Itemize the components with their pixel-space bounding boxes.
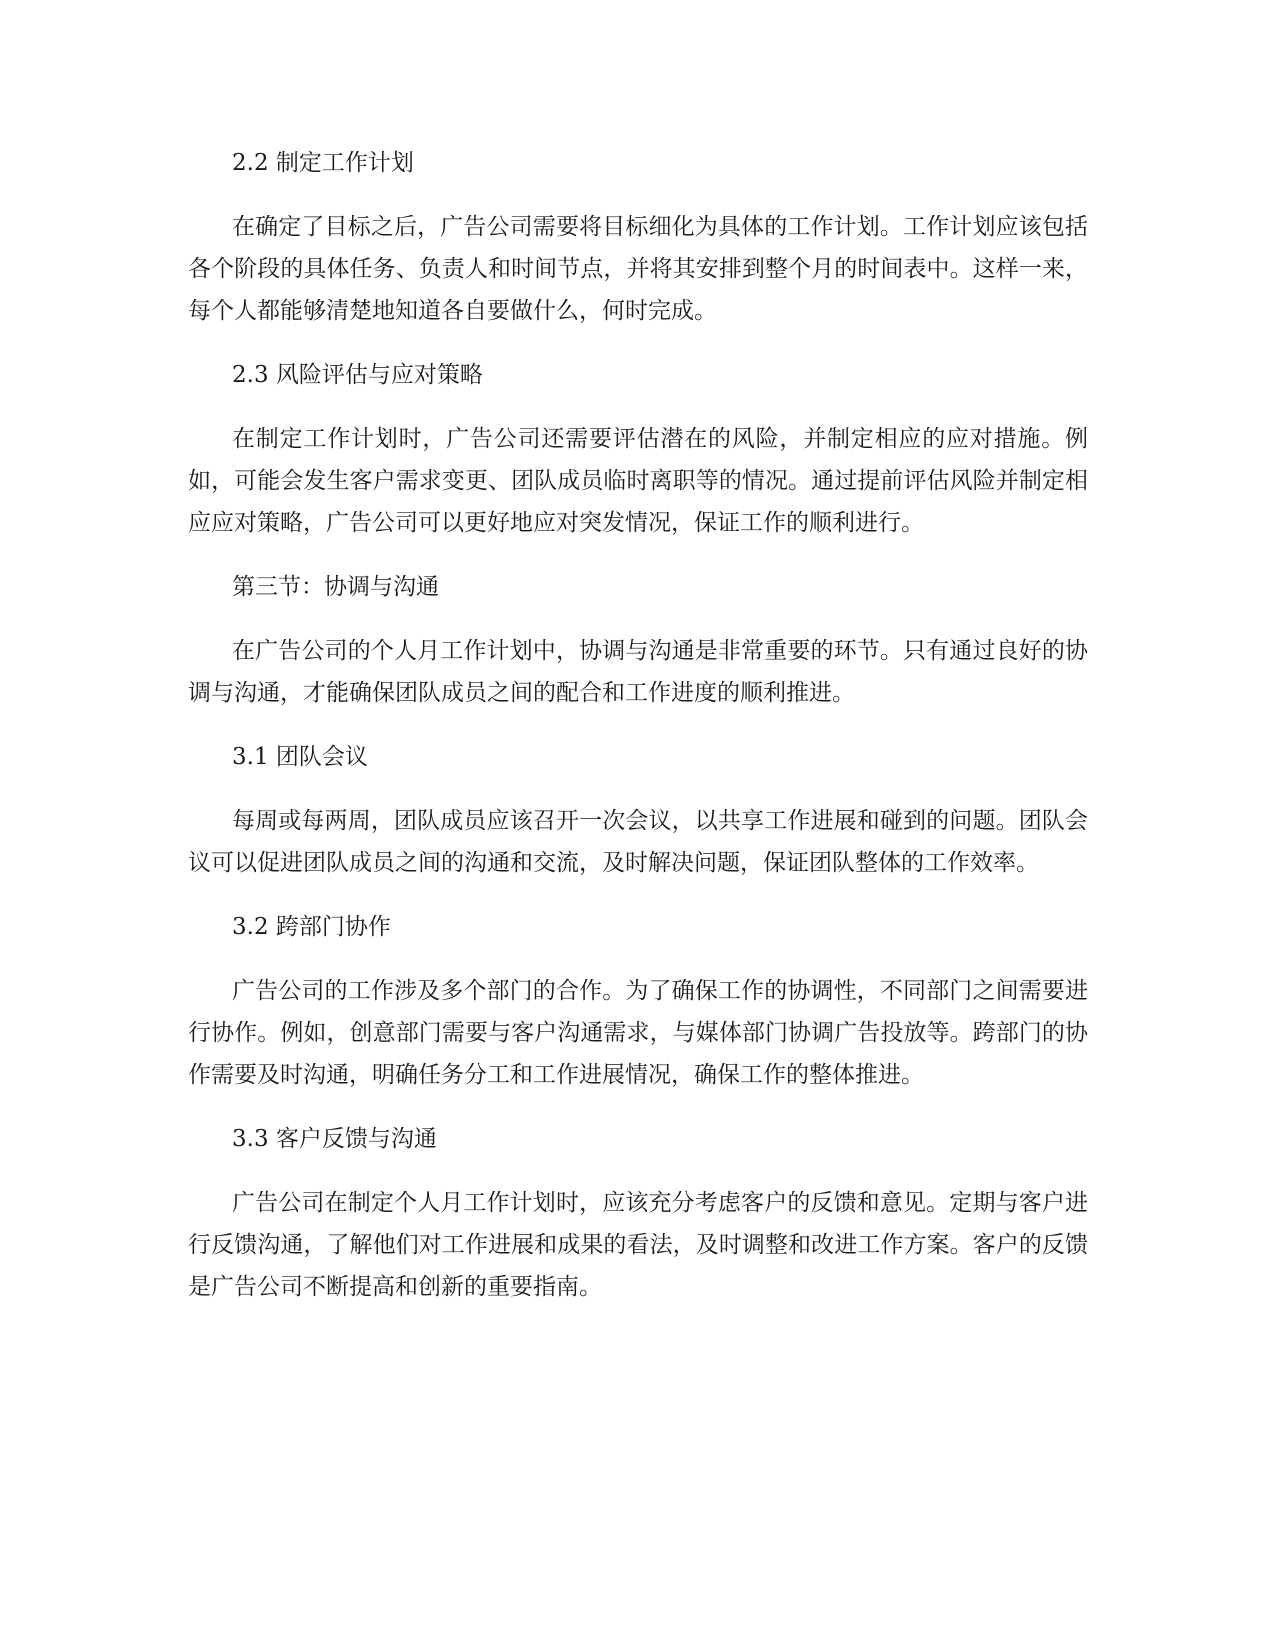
paragraph-client-feedback: 广告公司在制定个人月工作计划时，应该充分考虑客户的反馈和意见。定期与客户进行反馈沟通，了解他们对工作进展和成果的看法，及时调整和改进工作方案。客户的反馈是广告公司不断提高和创新的重要指南。 [188,1190,1088,1300]
section-heading-3-2: 3.2 跨部门协作 [232,914,391,940]
section-heading-2-3: 2.3 风险评估与应对策略 [232,362,483,388]
section-heading-2-2: 2.2 制定工作计划 [232,150,414,176]
section-heading-3-1: 3.1 团队会议 [232,744,368,770]
paragraph-work-plan: 在确定了目标之后，广告公司需要将目标细化为具体的工作计划。工作计划应该包括各个阶段的具体任务、负责人和时间节点，并将其安排到整个月的时间表中。这样一来，每个人都能够清楚地知道各自要做什么，何时完成。 [188,214,1088,324]
document-body [188,142,1088,1330]
paragraph-cross-department: 广告公司的工作涉及多个部门的合作。为了确保工作的协调性，不同部门之间需要进行协作。例如，创意部门需要与客户沟通需求，与媒体部门协调广告投放等。跨部门的协作需要及时沟通，明确任务分工和工作进展情况，确保工作的整体推进。 [188,978,1088,1088]
paragraph-team-meeting: 每周或每两周，团队成员应该召开一次会议，以共享工作进展和碰到的问题。团队会议可以促进团队成员之间的沟通和交流，及时解决问题，保证团队整体的工作效率。 [188,808,1088,876]
section-heading-part-3: 第三节：协调与沟通 [232,574,439,600]
paragraph-risk-assessment: 在制定工作计划时，广告公司还需要评估潜在的风险，并制定相应的应对措施。例如，可能会发生客户需求变更、团队成员临时离职等的情况。通过提前评估风险并制定相应应对策略，广告公司可以更好地应对突发情况，保证工作的顺利进行。 [188,426,1088,536]
section-heading-3-3: 3.3 客户反馈与沟通 [232,1126,437,1152]
paragraph-coordination: 在广告公司的个人月工作计划中，协调与沟通是非常重要的环节。只有通过良好的协调与沟通，才能确保团队成员之间的配合和工作进度的顺利推进。 [188,638,1088,706]
